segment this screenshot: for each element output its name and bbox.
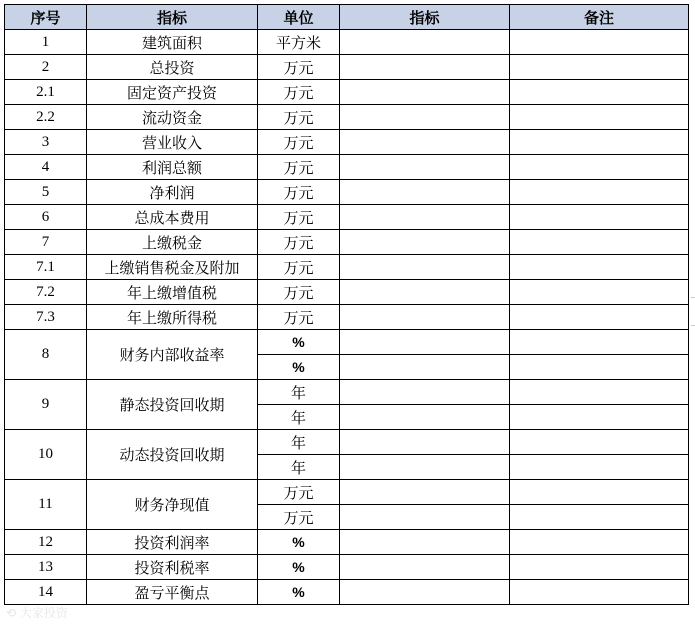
cell-remark[interactable]: [510, 305, 689, 330]
cell-unit: %: [258, 555, 340, 580]
cell-seq: 13: [5, 555, 87, 580]
cell-remark[interactable]: [510, 155, 689, 180]
cell-remark[interactable]: [510, 430, 689, 455]
cell-indicator-value[interactable]: [340, 405, 510, 430]
cell-remark[interactable]: [510, 355, 689, 380]
cell-indicator-value[interactable]: [340, 580, 510, 605]
cell-seq: 14: [5, 580, 87, 605]
cell-seq: 2.2: [5, 105, 87, 130]
cell-seq: 10: [5, 430, 87, 480]
scroll-edge-mark: [691, 325, 695, 326]
table-row: [5, 255, 689, 280]
cell-unit: 万元: [258, 305, 340, 330]
header-row: [5, 5, 689, 30]
cell-unit: 万元: [258, 255, 340, 280]
cell-seq: 8: [5, 330, 87, 380]
cell-indicator: 总投资: [87, 55, 258, 80]
table-row: [5, 130, 689, 155]
cell-seq: 7.3: [5, 305, 87, 330]
cell-indicator: 上缴税金: [87, 230, 258, 255]
cell-unit: %: [258, 530, 340, 555]
watermark-icon: ⟲: [6, 606, 20, 620]
cell-seq: 4: [5, 155, 87, 180]
table-row: [5, 205, 689, 230]
cell-indicator-value[interactable]: [340, 280, 510, 305]
cell-remark[interactable]: [510, 105, 689, 130]
cell-unit: 万元: [258, 280, 340, 305]
cell-remark[interactable]: [510, 180, 689, 205]
table-row: [5, 230, 689, 255]
cell-remark[interactable]: [510, 55, 689, 80]
table-row: [5, 30, 689, 55]
cell-indicator: 利润总额: [87, 155, 258, 180]
cell-indicator: 投资利税率: [87, 555, 258, 580]
cell-indicator: 净利润: [87, 180, 258, 205]
cell-indicator: 财务净现值: [87, 480, 258, 530]
table-row: [5, 580, 689, 605]
cell-unit: 万元: [258, 80, 340, 105]
cell-unit: 万元: [258, 180, 340, 205]
cell-indicator-value[interactable]: [340, 55, 510, 80]
cell-unit: %: [258, 355, 340, 380]
cell-indicator-value[interactable]: [340, 305, 510, 330]
cell-unit: 年: [258, 455, 340, 480]
cell-unit: 万元: [258, 130, 340, 155]
cell-indicator: 动态投资回收期: [87, 430, 258, 480]
table-row: [5, 180, 689, 205]
cell-seq: 7: [5, 230, 87, 255]
table-row: [5, 155, 689, 180]
cell-seq: 5: [5, 180, 87, 205]
cell-indicator: 建筑面积: [87, 30, 258, 55]
table-row: [5, 80, 689, 105]
cell-seq: 7.2: [5, 280, 87, 305]
cell-seq: 1: [5, 30, 87, 55]
cell-indicator-value[interactable]: [340, 255, 510, 280]
scroll-edge-mark: [691, 297, 695, 298]
cell-unit: 万元: [258, 230, 340, 255]
indicator-table: [4, 4, 689, 605]
cell-seq: 3: [5, 130, 87, 155]
cell-unit: 万元: [258, 105, 340, 130]
cell-unit: %: [258, 330, 340, 355]
cell-unit: 万元: [258, 505, 340, 530]
cell-remark[interactable]: [510, 30, 689, 55]
header-unit: 单位: [258, 5, 340, 30]
table-row: [5, 305, 689, 330]
cell-unit: 万元: [258, 480, 340, 505]
cell-indicator-value[interactable]: [340, 205, 510, 230]
cell-unit: 平方米: [258, 30, 340, 55]
cell-indicator-value[interactable]: [340, 180, 510, 205]
cell-indicator-value[interactable]: [340, 430, 510, 455]
cell-seq: 12: [5, 530, 87, 555]
cell-indicator-value[interactable]: [340, 155, 510, 180]
cell-indicator: 盈亏平衡点: [87, 580, 258, 605]
cell-unit: %: [258, 580, 340, 605]
table-row: [5, 330, 689, 355]
table-row: [5, 380, 689, 405]
cell-unit: 年: [258, 430, 340, 455]
cell-indicator-value[interactable]: [340, 130, 510, 155]
table-row: [5, 280, 689, 305]
cell-remark[interactable]: [510, 455, 689, 480]
table-row: [5, 55, 689, 80]
cell-indicator-value[interactable]: [340, 380, 510, 405]
cell-indicator-value[interactable]: [340, 230, 510, 255]
cell-remark[interactable]: [510, 80, 689, 105]
cell-remark[interactable]: [510, 230, 689, 255]
cell-indicator: 年上缴所得税: [87, 305, 258, 330]
cell-remark[interactable]: [510, 255, 689, 280]
cell-indicator: 营业收入: [87, 130, 258, 155]
cell-indicator: 静态投资回收期: [87, 380, 258, 430]
cell-unit: 万元: [258, 155, 340, 180]
cell-indicator-value[interactable]: [340, 30, 510, 55]
cell-seq: 6: [5, 205, 87, 230]
cell-remark[interactable]: [510, 530, 689, 555]
table-row: [5, 530, 689, 555]
table-body: [5, 30, 689, 605]
cell-indicator: 投资利润率: [87, 530, 258, 555]
cell-indicator-value[interactable]: [340, 80, 510, 105]
cell-remark[interactable]: [510, 480, 689, 505]
cell-unit: 万元: [258, 55, 340, 80]
cell-indicator: 总成本费用: [87, 205, 258, 230]
cell-indicator-value[interactable]: [340, 330, 510, 355]
cell-unit: 年: [258, 380, 340, 405]
cell-remark[interactable]: [510, 380, 689, 405]
watermark-logo: [6, 604, 68, 621]
cell-seq: 11: [5, 480, 87, 530]
header-indicator: 指标: [87, 5, 258, 30]
table-row: [5, 555, 689, 580]
cell-indicator-value[interactable]: [340, 530, 510, 555]
cell-unit: 万元: [258, 205, 340, 230]
cell-seq: 9: [5, 380, 87, 430]
cell-seq: 2: [5, 55, 87, 80]
table-row: [5, 430, 689, 455]
watermark-text: 大家投资: [19, 606, 68, 620]
header-indicator-value: 指标: [340, 5, 510, 30]
table-row: [5, 480, 689, 505]
cell-indicator: 财务内部收益率: [87, 330, 258, 380]
cell-seq: 2.1: [5, 80, 87, 105]
cell-remark[interactable]: [510, 280, 689, 305]
cell-unit: 年: [258, 405, 340, 430]
header-remark: 备注: [510, 5, 689, 30]
cell-remark[interactable]: [510, 505, 689, 530]
cell-indicator-value[interactable]: [340, 555, 510, 580]
cell-indicator-value[interactable]: [340, 105, 510, 130]
cell-remark[interactable]: [510, 555, 689, 580]
cell-seq: 7.1: [5, 255, 87, 280]
cell-remark[interactable]: [510, 205, 689, 230]
cell-remark[interactable]: [510, 330, 689, 355]
cell-indicator: 固定资产投资: [87, 80, 258, 105]
table-row: [5, 105, 689, 130]
cell-indicator: 年上缴增值税: [87, 280, 258, 305]
cell-remark[interactable]: [510, 130, 689, 155]
cell-indicator-value[interactable]: [340, 355, 510, 380]
cell-indicator-value[interactable]: [340, 455, 510, 480]
cell-indicator: 上缴销售税金及附加: [87, 255, 258, 280]
cell-indicator: 流动资金: [87, 105, 258, 130]
cell-remark[interactable]: [510, 405, 689, 430]
cell-indicator-value[interactable]: [340, 505, 510, 530]
header-seq: 序号: [5, 5, 87, 30]
cell-indicator-value[interactable]: [340, 480, 510, 505]
cell-remark[interactable]: [510, 580, 689, 605]
